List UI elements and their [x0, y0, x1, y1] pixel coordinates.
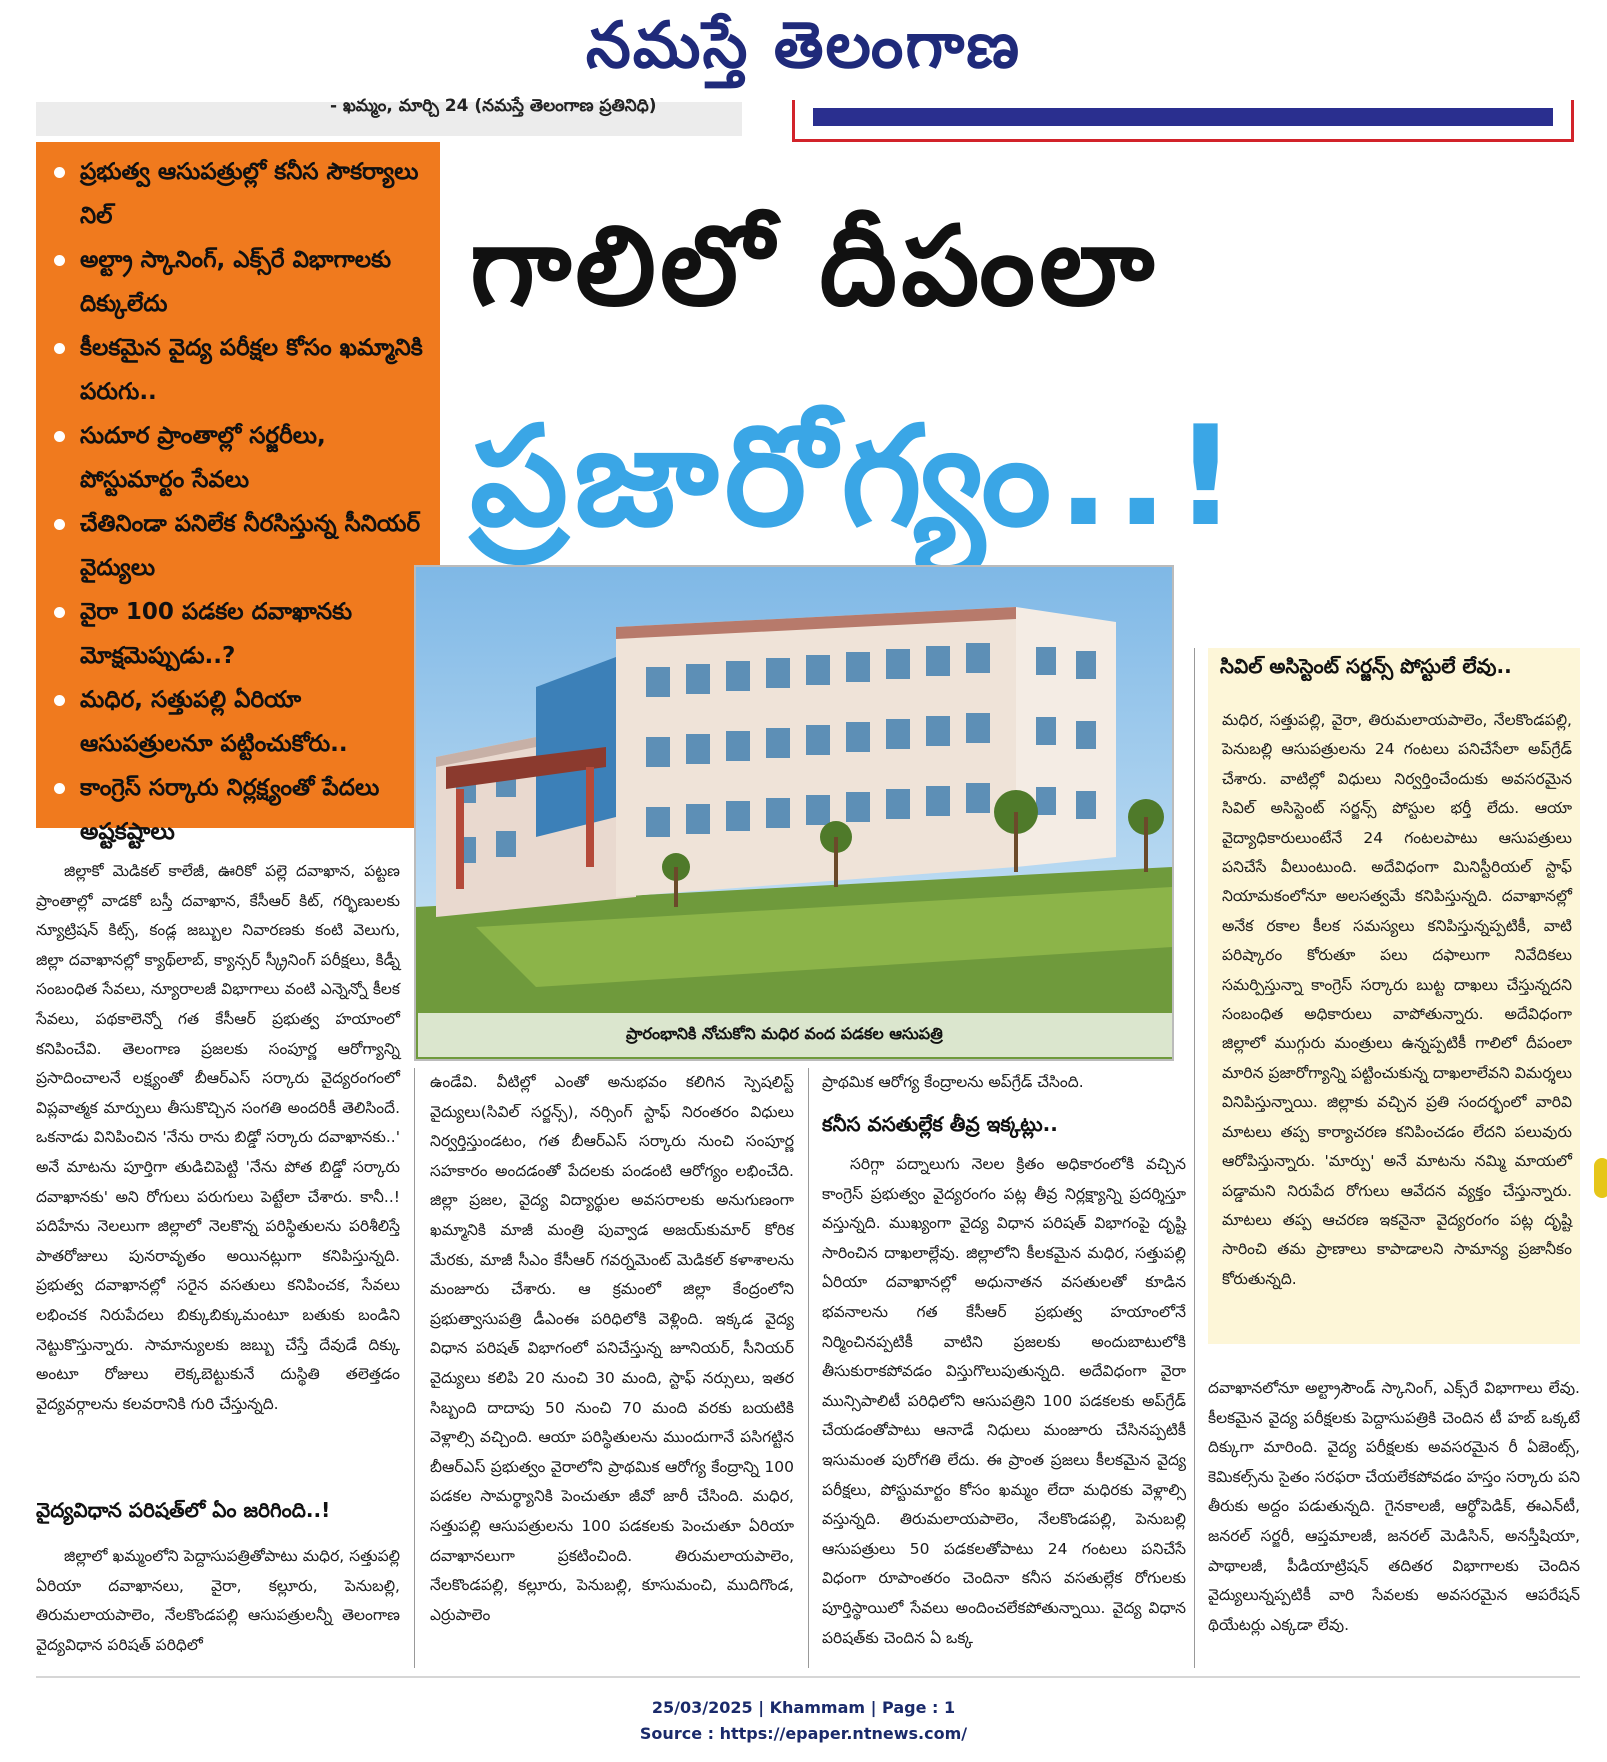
dateline: - ఖమ్మం, మార్చి 24 (నమస్తే తెలంగాణ ప్రతినిధి): [330, 96, 657, 116]
highlight-item: కాంగ్రెస్ సర్కారు నిర్లక్ష్యంతో పేదలు అష్టకష్టాలు: [50, 766, 430, 854]
article-column-1: జిల్లాకో మెడికల్ కాలేజీ, ఊరికో పల్లె దవాఖాన, పట్టణ ప్రాంతాల్లో వాడకో బస్తీ దవాఖాన, కేసీఆర్ కిట్, గర్భిణులకు న్యూట్రిషన్ కిట్స్, కండ్ల జబ్బుల నివారణకు కంటి వెలుగు, జిల్లా దవాఖానల్లో క్యాథ్‌లాబ్, క్యాన్సర్ స్క్రీనింగ్ పరీక్షలు, కిడ్నీ సంబంధిత సేవలు, న్యూరాలజీ విభాగాలు వంటి ఎన్నెన్నో కీలక సేవలు, పథకాలెన్నో గత కేసీఆర్ ప్రభుత్వ హయాంలో కనిపించేవి. తెలంగాణ ప్రజలకు సంపూర్ణ ఆరోగ్యాన్ని ప్రసాదించాలనే లక్ష్యంతో బీఆర్‌ఎస్ సర్కారు వైద్యరంగంలో విప్లవాత్మక మార్పులు తీసుకొచ్చిన సంగతి అందరికీ తెలిసిందే. ఒకనాడు వినిపించిన 'నేను రాను బిడ్డో సర్కారు దవాఖానకు..' అనే మాటను పూర్తిగా తుడిచిపెట్టి 'నేను పోత బిడ్డో సర్కారు దవాఖానకు' అని రోగులు పరుగులు పెట్టేలా చేశారు. కానీ..! పదిహేను నెలలుగా జిల్లాలో నెలకొన్న పరిస్థితులను పరిశీలిస్తే పాతరోజులు పునరావృతం అయినట్లుగా కనిపిస్తున్నది. ప్రభుత్వ దవాఖానల్లో సరైన వసతులు కనిపించక, సేవలు లభించక నిరుపేదలు బిక్కుబిక్కుమంటూ బతుకు బండిని నెట్టుకొస్తున్నారు. సామాన్యులకు జబ్బు చేస్తే దేవుడే దిక్కు అంటూ రోజులు లెక్కబెట్టుకునే దుస్థితి తలెత్తడం వైద్యవర్గాలను కలవరానికి గురి చేస్తున్నది.: [36, 862, 400, 1413]
highlight-item: ప్రభుత్వ ఆసుపత్రుల్లో కనీస సౌకర్యాలు నిల్: [50, 150, 430, 238]
bullet-icon: [54, 519, 65, 530]
edge-marker: [1594, 1158, 1607, 1198]
highlight-item: కీలకమైన వైద్య పరీక్షల కోసం ఖమ్మానికి పరుగు..: [50, 326, 430, 414]
column-divider: [808, 1068, 809, 1668]
highlight-item: చేతినిండా పనిలేక నీరసిస్తున్న సీనియర్ వైద్యులు: [50, 502, 430, 590]
highlight-item: అల్ట్రా స్కానింగ్, ఎక్స్‌రే విభాగాలకు దిక్కులేదు: [50, 238, 430, 326]
highlight-item: వైరా 100 పడకల దవాఖానకు మోక్షమెప్పుడు..?: [50, 590, 430, 678]
bullet-icon: [54, 607, 65, 618]
column-divider: [1194, 648, 1195, 1668]
hospital-photo: [414, 565, 1174, 1061]
bullet-icon: [54, 431, 65, 442]
article-column-4: దవాఖానలోనూ అల్ట్రాసౌండ్ స్కానింగ్, ఎక్స్‌రే విభాగాలు లేవు. కీలకమైన వైద్య పరీక్షలకు పెద్దాసుపత్రికి చెందిన టీ హబ్ ఒక్కటే దిక్కుగా మారింది. వైద్య పరీక్షలకు అవసరమైన రీ ఏజెంట్స్, కెమికల్స్‌ను సైతం సరఫరా చేయలేకపోవడం హస్తం సర్కారు పని తీరుకు అద్దం పడుతున్నది. గైనకాలజీ, ఆర్థోపెడిక్, ఈఎన్‌టీ, జనరల్ సర్జరీ, ఆప్తమాలజీ, జనరల్ మెడిసిన్, అనస్తీషియా, పాథాలజీ, పీడియాట్రిషన్ తదితర విభాగాలకు చెందిన వైద్యులున్నప్పటికీ వారి సేవలకు అవసరమైన ఆపరేషన్ థియేటర్లు ఎక్కడా లేవు.: [1208, 1379, 1580, 1634]
headline-line-1: గాలిలో దీపంలా: [470, 202, 1159, 330]
column-divider: [414, 1068, 415, 1668]
bottom-rule: [36, 1676, 1580, 1678]
bullet-icon: [54, 695, 65, 706]
highlights-box: [36, 142, 440, 845]
highlight-item: సుదూర ప్రాంతాల్లో సర్జరీలు, పోస్టుమార్టం సేవలు: [50, 414, 430, 502]
sidebar-title: సివిల్ అసిస్టెంట్ సర్జన్స్ పోస్టులే లేవు..: [1220, 654, 1512, 678]
bullet-icon: [54, 343, 65, 354]
bullet-icon: [54, 255, 65, 266]
subheading-parishad: వైద్యవిధాన పరిషత్‌లో ఏం జరిగింది..!: [36, 1498, 331, 1522]
headline-line-2: ప్రజారోగ్యం..!: [470, 396, 1243, 557]
decorative-rule: [792, 100, 1574, 142]
hospital-building-illustration: [416, 567, 1172, 1059]
footer-date-edition: 25/03/2025 | Khammam | Page : 1: [651, 1698, 956, 1717]
bullet-icon: [54, 783, 65, 794]
footer-source-link[interactable]: Source : https://epaper.ntnews.com/: [639, 1724, 968, 1743]
bullet-icon: [54, 167, 65, 178]
article-column-3: సరిగ్గా పద్నాలుగు నెలల క్రితం అధికారంలోకి వచ్చిన కాంగ్రెస్ ప్రభుత్వం వైద్యరంగం పట్ల తీవ్ర నిర్లక్ష్యాన్ని ప్రదర్శిస్తూ వస్తున్నది. ముఖ్యంగా వైద్య విధాన పరిషత్ విభాగంపై దృష్టి సారించిన దాఖలాల్లేవు. జిల్లాలోని కీలకమైన మధిర, సత్తుపల్లి ఏరియా దవాఖానల్లో అధునాతన వసతులతో కూడిన భవనాలను గత కేసీఆర్ ప్రభుత్వ హయాంలోనే నిర్మించినప్పటికీ వాటిని ప్రజలకు అందుబాటులోకి తీసుకురాకపోవడం విస్తుగొలుపుతున్నది. అదేవిధంగా వైరా మున్సిపాలిటీ పరిధిలోని ఆసుపత్రిని 100 పడకలకు అప్‌గ్రేడ్ చేయడంతోపాటు ఆనాడే నిధులు మంజూరు చేసినప్పటికీ ఇసుమంత పురోగతి లేదు. ఈ ప్రాంత ప్రజలు కీలకమైన వైద్య పరీక్షలు, పోస్టుమార్టం కోసం ఖమ్మం లేదా మధిరకు వెళ్లాల్సి వస్తున్నది. తిరుమలాయపాలెం, నేలకొండపల్లి, పెనుబల్లి ఆసుపత్రులు 50 పడకలతోపాటు 24 గంటలు పనిచేసే విధంగా రూపాంతరం చెందినా కనీస వసతుల్లేక రోగులకు పూర్తిస్థాయిలో సేవలు అందించలేకపోతున్నాయి. వైద్య విధాన పరిషత్‌కు చెందిన ఏ ఒక్క: [822, 1155, 1186, 1647]
masthead-logo: నమస్తే తెలంగాణ: [585, 8, 1022, 83]
article-column-2: ఉండేవి. వీటిల్లో ఎంతో అనుభవం కలిగిన స్పెషలిస్ట్ వైద్యులు(సివిల్ సర్జన్స్), నర్సింగ్ స్టాఫ్ నిరంతరం విధులు నిర్వర్తిస్తుండటం, గత బీఆర్‌ఎస్ సర్కారు నుంచి సంపూర్ణ సహకారం అందడంతో పేదలకు పండంటి ఆరోగ్యం లభించేది. జిల్లా ప్రజల, వైద్య విద్యార్థుల అవసరాలకు అనుగుణంగా ఖమ్మానికి మాజీ మంత్రి పువ్వాడ అజయ్‌కుమార్ కోరిక మేరకు, మాజీ సీఎం కేసీఆర్ గవర్నమెంట్ మెడికల్ కళాశాలను మంజూరు చేశారు. ఆ క్రమంలో జిల్లా కేంద్రంలోని ప్రభుత్వాసుపత్రి డీఎంఈ పరిధిలోకి వెళ్లింది. ఇక్కడ వైద్య విధాన పరిషత్ విభాగంలో పనిచేస్తున్న జూనియర్, సీనియర్ వైద్యులు కలిపి 20 నుంచి 30 మంది, స్టాఫ్ నర్సులు, ఇతర సిబ్బంది దాదాపు 50 నుంచి 70 మంది వరకు బయటికి వెళ్లాల్సి వచ్చింది. ఆయా పరిస్థితులను ముందుగానే పసిగట్టిన బీఆర్‌ఎస్ ప్రభుత్వం వైరాలోని ప్రాథమిక ఆరోగ్య కేంద్రాన్ని 100 పడకల సామర్థ్యానికి పెంచుతూ జీవో జారీ చేసింది. మధిర, సత్తుపల్లి ఆసుపత్రులను 100 పడకలకు పెంచుతూ ఏరియా దవాఖానలుగా ప్రకటించింది. తిరుమలాయపాలెం, నేలకొండపల్లి, కల్లూరు, పెనుబల్లి, కూసుమంచి, ముదిగొండ, ఎర్రుపాలెం: [430, 1073, 794, 1624]
sidebar-body: మధిర, సత్తుపల్లి, వైరా, తిరుమలాయపాలెం, నేలకొండపల్లి, పెనుబల్లి ఆసుపత్రులను 24 గంటలు పనిచేసేలా అప్‌గ్రేడ్ చేశారు. వాటిల్లో విధులు నిర్వర్తించేందుకు అవసరమైన సివిల్ అసిస్టెంట్ సర్జన్స్ పోస్టుల భర్తీ లేదు. ఆయా వైద్యాధికారులుంటేనే 24 గంటలపాటు ఆసుపత్రులు పనిచేసే వీలుంటుంది. అదేవిధంగా మినిస్టీరియల్ స్టాఫ్ నియామకంలోనూ అలసత్వమే కనిపిస్తున్నది. దవాఖానల్లో అనేక రకాల కీలక సమస్యలు కనిపిస్తున్నప్పటికీ, వాటి పరిష్కారం కోరుతూ పలు దఫాలుగా నివేదికలు సమర్పిస్తున్నా కాంగ్రెస్ సర్కారు బుట్ట దాఖలు చేస్తున్నదని సంబంధిత అధికారులు వాపోతున్నారు. అదేవిధంగా జిల్లాలో ముగ్గురు మంత్రులు ఉన్నప్పటికీ గాలిలో దీపంలా మారిన ప్రజారోగ్యాన్ని పట్టించుకున్న దాఖలాలేవని విమర్శలు వినిపిస్తున్నాయి. జిల్లాకు వచ్చిన ప్రతి సందర్భంలో వారివి మాటలు తప్ప కార్యాచరణ కనిపించడం లేదని పలువురు ఆరోపిస్తున్నారు. 'మార్పు' అనే మాటను నమ్మి మాయలో పడ్డామని నిరుపేద రోగులు ఆవేదన వ్యక్తం చేస్తున్నారు. మాటలు తప్ప ఆచరణ ఇకనైనా వైద్యరంగం పట్ల దృష్టి సారించి తమ ప్రాణాలు కాపాడాలని సామాన్య ప్రజానీకం కోరుతున్నది.: [1222, 711, 1572, 1288]
article-column-1-continued: జిల్లాలో ఖమ్మంలోని పెద్దాసుపత్రితోపాటు మధిర, సత్తుపల్లి ఏరియా దవాఖానలు, వైరా, కల్లూరు, పెనుబల్లి, తిరుమలాయపాలెం, నేలకొండపల్లి ఆసుపత్రులన్నీ తెలంగాణ వైద్యవిధాన పరిషత్ పరిధిలో: [36, 1547, 400, 1654]
photo-caption: ప్రారంభానికి నోచుకోని మధిర వంద పడకల ఆసుపత్రి: [626, 1024, 943, 1043]
highlight-item: మధిర, సత్తుపల్లి ఏరియా ఆసుపత్రులనూ పట్టించుకోరు..: [50, 678, 430, 766]
subheading-facilities: కనీస వసతుల్లేక తీవ్ర ఇక్కట్లు..: [822, 1112, 1058, 1136]
article-column-3-top: ప్రాథమిక ఆరోగ్య కేంద్రాలను అప్‌గ్రేడ్ చేసింది.: [822, 1073, 1084, 1091]
